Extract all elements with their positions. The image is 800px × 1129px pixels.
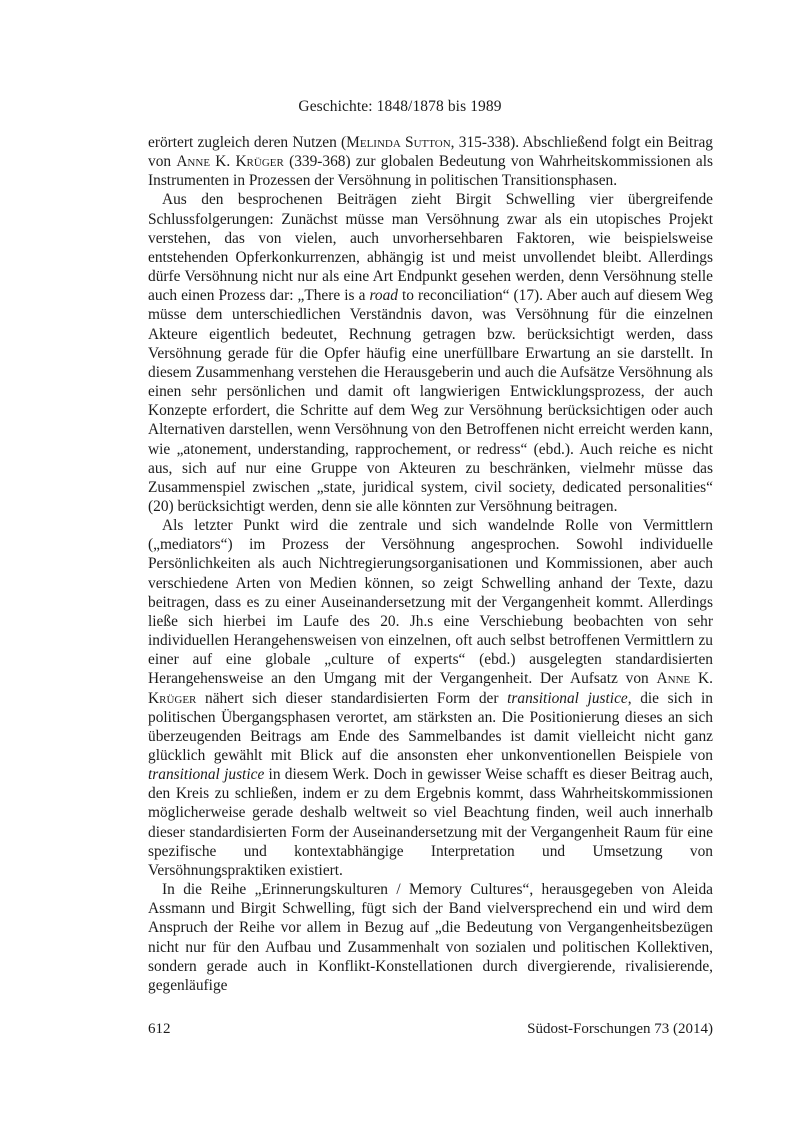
text-run: Als letzter Punkt wird die zentrale und sich wandelnde Rolle von Vermittlern („mediators“) im Prozess der Versöhnung angesprochen. Sowohl individuelle Persönlichkeiten als auch Nichtregierungsorganisationen und Kommissionen, aber auch verschiedene Arten von Medien können, so zeigt Schwelling anhand der Texte, dazu beitragen, dass es zu einer Auseinandersetzung mit der Vergangenheit kommt. Allerdings ließe sich hierbei im Laufe des 20. Jh.s eine Verschiebung beobachten von sehr individuellen Herangehensweisen von einzelnen, oft auch selbst betroffenen Vermittlern zu einer auf eine globale „culture of experts“ (ebd.) ausgelegten standardisierten Herangehensweise an den Umgang mit der Vergangenheit. Der Aufsatz von xyxy=(148,517,713,688)
author-name: Anne K. Krüger xyxy=(176,153,284,171)
text-run: in diesem Werk. Doch in gewisser Weise schafft es dieser Beitrag auch, den Kreis zu schließen, indem er zu dem Ergebnis kommt, dass Wahrheitskommissionen möglicherweise gerade deshalb weltweit so viel Beachtung finden, weil auch innerhalb dieser standardisierten Form der Auseinandersetzung mit der Vergangenheit Raum für eine spezifische und kontextabhängige Interpretation und Umsetzung von Versöhnungspraktiken existiert. xyxy=(148,766,714,879)
author-name: Anne K. Krüger xyxy=(148,670,713,707)
emphasis: transitional justice xyxy=(507,689,628,707)
text-run: (339-368) zur globalen Bedeutung von Wahrheitskommissionen als Instrumenten in Prozessen der Versöhnung in politischen Transitionsphasen. xyxy=(148,153,713,190)
text-run: Aus den besprochenen Beiträgen zieht Birgit Schwelling vier übergreifende Schlussfolgerungen: Zunächst müsse man Versöhnung zwar als ein utopisches Projekt verstehen, das von vielen, auch unvorhersehbaren Faktoren, wie beispielsweise entstehenden Opferkonkurrenzen, abhängig ist und meist unvollendet bleibt. Allerdings dürfe Versöhnung nicht nur als eine Art Endpunkt gesehen werden, denn Versöhnung stelle auch einen Prozess dar: „There is a xyxy=(148,191,713,305)
paragraph-2 xyxy=(148,190,713,516)
author-name: Melinda Sutton xyxy=(346,134,451,151)
running-head: Geschichte: 1848/1878 bis 1989 xyxy=(298,98,502,115)
page-number: 612 xyxy=(148,1021,171,1037)
text-run: nähert sich dieser standardisierten Form der xyxy=(196,689,508,707)
text-run: In die Reihe „Erinnerungskulturen / Memory Cultures“, herausgegeben von Aleida Assmann und Birgit Schwelling, fügt sich der Band vielversprechend ein und wird dem Anspruch der Reihe vor allem in Bezug auf „die Bedeutung von Vergangenheitsbezügen nicht nur für den Aufbau und Zusammenhalt von sozialen und politischen Kollektiven, sondern gerade auch in Konflikt-Konstellationen durch divergierende, rivalisierende, gegenläufige xyxy=(148,881,713,994)
body-text xyxy=(148,133,713,995)
paragraph-1 xyxy=(148,133,713,190)
journal-citation: Südost-Forschungen 73 (2014) xyxy=(527,1021,713,1037)
text-run: , 315-338). Abschließend folgt ein Beitrag von xyxy=(148,134,713,171)
paragraph-4 xyxy=(148,880,713,995)
emphasis: road xyxy=(369,287,398,305)
text-run: to reconciliation“ (17). Aber auch auf diesem Weg müsse dem unterschiedlichen Verständnis davon, was Versöhnung für die einzelnen Akteure eigentlich bedeutet, Rechnung getragen bzw. berücksichtigt werden, dass Versöhnung gerade für die Opfer häufig eine unerfüllbare Erwartung an sie darstellt. In diesem Zusammenhang verstehen die Herausgeberin und auch die Aufsätze Versöhnung als einen sehr persönlichen und damit oft langwierigen Entwicklungsprozess, der auch Konzepte erfordert, die Schritte auf dem Weg zur Versöhnung berücksichtigen oder auch Alternativen darstellen, wenn Versöhnung von den Betroffenen nicht erreicht werden kann, wie „atonement, understanding, rapprochement, or redress“ (ebd.). Auch reiche es nicht aus, sich auf nur eine Gruppe von Akteuren zu beschränken, vielmehr müsse das Zusammenspiel zwischen „state, juridical system, civil society, dedicated personalities“ (20) berücksichtigt werden, denn sie alle könnten zur Versöhnung beitragen. xyxy=(148,287,713,515)
paragraph-3 xyxy=(148,516,713,880)
text-run: erörtert zugleich deren Nutzen ( xyxy=(148,134,347,151)
emphasis: transitional justice xyxy=(148,766,265,784)
text-run: , die sich in politischen Übergangsphasen verortet, am stärksten an. Die Positionierung dieses an sich überzeugenden Beitrags am Ende des Sammelbandes ist damit vielleicht nicht ganz glücklich gewählt mit Blick auf die ansonsten eher unkonventionellen Beispiele von xyxy=(148,689,713,764)
